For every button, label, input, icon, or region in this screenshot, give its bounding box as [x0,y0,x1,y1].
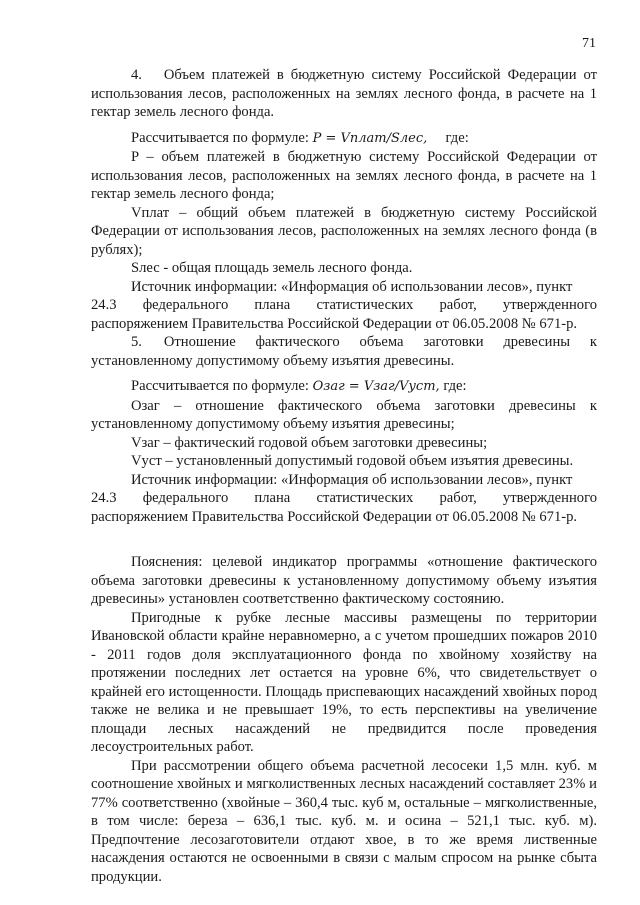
item5-def-vzag: Vзаг – фактический годовой объем заготовки древесины; [131,434,488,451]
item5-formula-line [91,377,597,397]
item4-def-p: P – объем платежей в бюджетную систему Российской Федерации от использования лесов, расположенных на землях лесного фонда, в расчете на 1 гектар земель лесного фонда; [91,149,597,202]
item4-formula: P = Vплат/Sлес, [312,130,428,146]
item5-source [91,471,597,527]
item4-formula-intro: Рассчитывается по формуле: [131,129,309,146]
item4-source-line2: 24.3 федерального плана статистических работ, утвержденного [91,297,597,313]
document-body [91,66,597,886]
item5-heading-line2: установленному допустимому объему изъятия древесины. [91,352,455,369]
item4-source-line1: Источник информации: «Информация об использовании лесов», пункт [131,278,573,295]
item4-formula-suffix: где: [445,129,469,146]
item4-def-vplat: Vплат – общий объем платежей в бюджетную систему Российской Федерации от использования лесов, расположенных на землях лесного фонда (в рублях); [91,204,597,258]
item4-def-sles: Sлес - общая площадь земель лесного фонда. [131,260,413,276]
item5-heading-line1: 5. Отношение фактического объема заготовки древесины к [131,334,597,350]
item5-heading [91,333,597,370]
item5-source-line1: Источник информации: «Информация об использовании лесов», пункт [131,471,573,488]
item5-formula-suffix: где: [443,378,467,394]
item5-source-line3: распоряжением Правительства Российской Федерации от 06.05.2008 № 671-р. [91,508,578,525]
page-number: 71 [582,36,596,51]
item4-source-line3: распоряжением Правительства Российской Федерации от 06.05.2008 № 671-р. [91,315,578,332]
item5-source-line2: 24.3 федерального плана статистических работ, утвержденного [91,490,597,506]
item5-formula: Oзаг = Vзаг/Vуст, [312,379,440,394]
item4-heading: 4. Объем платежей в бюджетную систему Российской Федерации от использования лесов, расположенных на землях лесного фонда, в расчете на 1 гектар земель лесного фонда. [91,67,597,120]
item5-def-vust: Vуст – установленный допустимый годовой объем изъятия древесины. [131,453,574,469]
volume-paragraph: При рассмотрении общего объема расчетной лесосеки 1,5 млн. куб. м соотношение хвойных и мягколиственных лесных насаждений составляет 23% и 77% соответственно (хвойные – 360,4 тыс. куб м, остальные – мягколиственные, в том числе: береза – 636,1 тыс. куб. м. и осина – 521,1 тыс. куб. м). Предпочтение лесозаготовители отдают хвое, в то же время лиственные насаждения остаются не освоенными в связи с малым спросом на рынке сбыта продукции. [91,757,597,885]
item5-formula-intro: Рассчитывается по формуле: [131,378,309,394]
explanation-paragraph: Пояснения: целевой индикатор программы «отношение фактического объема заготовки древесины к установленному допустимому объему изъятия древесины» установлен соответственно фактическому состоянию. [91,554,597,607]
item5-def-ozag: Озаг – отношение фактического объема заготовки древесины к установленному допустимому объему изъятия древесины; [91,397,597,432]
forests-paragraph: Пригодные к рубке лесные массивы размещены по территории Ивановской области крайне неравномерно, а с учетом прошедших пожаров 2010 - 2011 годов доля эксплуатационного фонда по хвойному хозяйству на протяжении последних лет остается на уровне 6%, что свидетельствует о крайней его истощенности. Площадь приспевающих насаждений хвойных пород также не велика и не превышает 19%, то есть перспективы на увеличение площади лесных насаждений не предвидится после проведения лесоустроительных работ. [91,609,597,755]
item4-formula-line [91,129,597,149]
item4-source [91,278,597,334]
